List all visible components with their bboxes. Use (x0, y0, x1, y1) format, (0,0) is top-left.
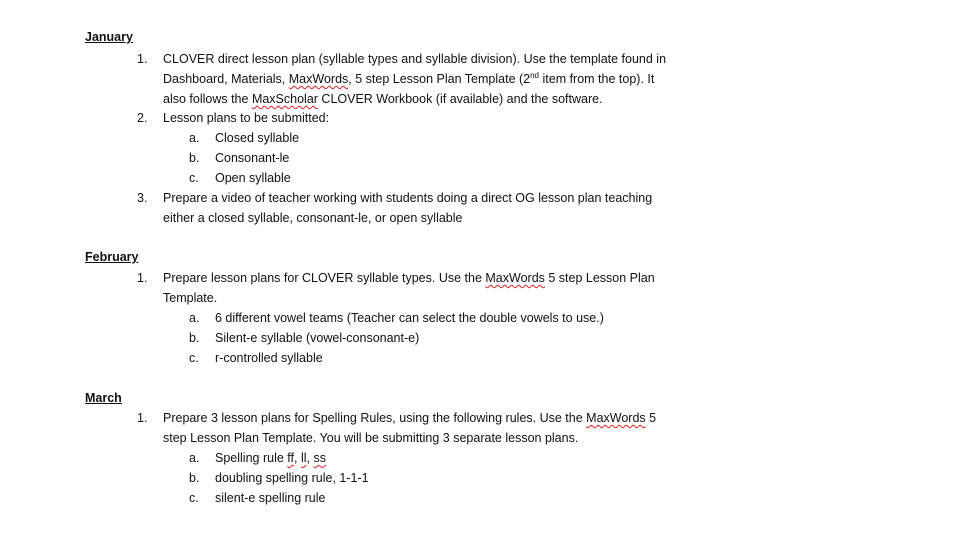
jan-item1-line1: CLOVER direct lesson plan (syllable types and syllable division). Use the template found in (163, 52, 667, 66)
feb-item1-line1: Prepare lesson plans for CLOVER syllable types. Use the MaxWords 5 step Lesson Plan (163, 271, 655, 285)
spellcheck-word: MaxWords (485, 271, 545, 285)
mar-sub-b-text: doubling spelling rule, 1-1-1 (215, 471, 369, 485)
mar-sub-letter: b. (189, 471, 200, 485)
feb-sub-letter: a. (189, 311, 200, 325)
spellcheck-word: MaxWords (288, 72, 349, 86)
jan-sub-letter: b. (189, 151, 200, 165)
feb-sub-text: r-controlled syllable (215, 351, 323, 365)
mar-sub-c-text: silent-e spelling rule (215, 491, 326, 505)
spellcheck-word: MaxWords (586, 411, 646, 425)
feb-item1-number: 1. (137, 271, 148, 285)
spellcheck-word: ss (313, 451, 326, 465)
feb-item1-line2: Template. (163, 291, 218, 305)
jan-sub-text: Closed syllable (215, 131, 300, 145)
jan-item2-number: 2. (137, 111, 148, 125)
feb-sub-text: Silent-e syllable (vowel-consonant-e) (215, 331, 420, 345)
heading-february: February (85, 250, 139, 264)
mar-item1-number: 1. (137, 411, 148, 425)
jan-item3-line1: Prepare a video of teacher working with students doing a direct OG lesson plan teaching (163, 191, 653, 205)
spellcheck-word: ff (287, 451, 294, 465)
feb-sub-letter: c. (189, 351, 199, 365)
mar-sub-letter: a. (189, 451, 200, 465)
jan-item1-line3: also follows the MaxScholar CLOVER Workbook (if available) and the software. (163, 92, 603, 106)
jan-sub-text: Open syllable (215, 171, 291, 185)
jan-item1-line2: Dashboard, Materials, MaxWords, 5 step Lesson Plan Template (2nd item from the top). It (163, 70, 655, 86)
mar-item1-line2: step Lesson Plan Template. You will be submitting 3 separate lesson plans. (163, 431, 579, 445)
mar-sub-a-text: Spelling rule ff, ll, ss (215, 451, 326, 465)
jan-sub-letter: a. (189, 131, 200, 145)
heading-march: March (85, 391, 122, 405)
spellcheck-word: ll (300, 451, 307, 465)
jan-item2-text: Lesson plans to be submitted: (163, 111, 330, 125)
mar-item1-line1: Prepare 3 lesson plans for Spelling Rules, using the following rules. Use the MaxWords 5 (163, 411, 657, 425)
spellcheck-word: MaxScholar (251, 92, 318, 106)
jan-sub-letter: c. (189, 171, 199, 185)
jan-sub-text: Consonant-le (215, 151, 290, 165)
jan-item3-line2: either a closed syllable, consonant-le, or open syllable (163, 211, 463, 225)
jan-item3-number: 3. (137, 191, 148, 205)
heading-january: January (85, 30, 133, 44)
feb-sub-text: 6 different vowel teams (Teacher can select the double vowels to use.) (215, 311, 604, 325)
feb-sub-letter: b. (189, 331, 200, 345)
jan-item1-number: 1. (137, 52, 148, 66)
mar-sub-letter: c. (189, 491, 199, 505)
